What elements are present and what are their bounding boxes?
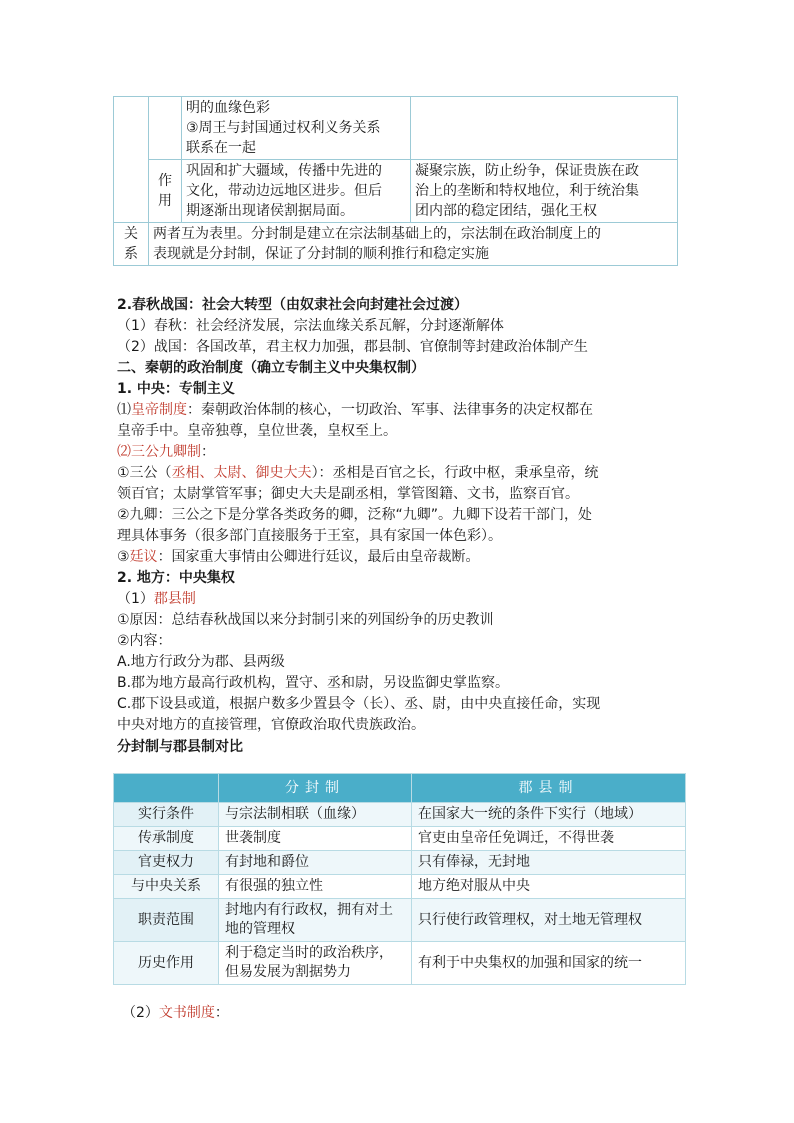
text: ①三公（	[117, 465, 172, 481]
table-cell: 与宗法制相联（血缘）	[219, 803, 412, 827]
paragraph: （1）春秋：社会经济发展，宗法血缘关系瓦解，分封逐渐解体	[117, 318, 504, 334]
row-label: 传承制度	[114, 827, 219, 851]
cell-line: ③周王与封国通过权利义务关系	[186, 120, 381, 136]
table-cell: 官吏由皇帝任免调迁，不得世袭	[412, 827, 686, 851]
cell-line: 文化，带动边远地区进步。但后	[186, 183, 382, 199]
subsection-heading: 2. 地方：中央集权	[117, 570, 235, 586]
table-cell	[411, 160, 678, 223]
paragraph: A.地方行政分为郡、县两级	[117, 654, 285, 670]
fenfeng-zongfa-table	[113, 96, 678, 266]
paragraph	[117, 442, 215, 463]
paragraph: ②内容：	[117, 633, 172, 649]
cell-line: 两者互为表里。分封制是建立在宗法制基础上的，宗法制在政治制度上的	[153, 226, 601, 242]
text: ：国家重大事情由公卿进行廷议，最后由皇帝裁断。	[157, 549, 480, 565]
key-term: 郡县制	[153, 591, 196, 607]
cell-line: 团内部的稳定团结，强化王权	[415, 203, 597, 219]
table-cell: 封地内有行政权，拥有对土地的管理权	[219, 899, 412, 942]
row-label: 实行条件	[114, 803, 219, 827]
table-caption: 分封制与郡县制对比	[117, 739, 243, 755]
table-cell: 有封地和爵位	[219, 851, 412, 875]
table-row	[114, 899, 686, 942]
cell-line: 治上的垄断和特权地位，利于统治集	[415, 183, 639, 199]
row-label: 职责范围	[114, 899, 219, 942]
table-cell: 只行使行政管理权，对土地无管理权	[412, 899, 686, 942]
item-prefix: ③	[117, 549, 130, 565]
paragraph: 皇帝手中。皇帝独尊，皇位世袭，皇权至上。	[117, 423, 397, 439]
column-header: 分封制	[219, 774, 412, 803]
label-char: 系	[124, 246, 138, 262]
table-cell: 有利于中央集权的加强和国家的统一	[412, 942, 686, 985]
key-term: 丞相、太尉、御史大夫	[171, 465, 312, 481]
cell-line: 明的血缘色彩	[186, 100, 270, 116]
row-label-zuoyong	[149, 160, 182, 223]
paragraph: ①原因：总结春秋战国以来分封制引来的列国纷争的历史教训	[117, 612, 494, 628]
table-cell: 有很强的独立性	[219, 875, 412, 899]
table-cell: 只有俸禄，无封地	[412, 851, 686, 875]
table-cell: 世袭制度	[219, 827, 412, 851]
cell-line: 巩固和扩大疆域，传播中先进的	[186, 163, 382, 179]
paragraph	[122, 1003, 229, 1024]
comparison-table	[113, 773, 686, 985]
paragraph	[117, 547, 480, 568]
item-prefix: （1）	[117, 591, 154, 607]
subsection-heading: 1. 中央：专制主义	[117, 381, 235, 397]
item-prefix: ⑴	[117, 402, 131, 418]
text: ：	[201, 444, 215, 460]
label-char: 关	[124, 226, 138, 242]
paragraph	[117, 400, 593, 421]
item-prefix: （2）	[122, 1005, 159, 1021]
table-row	[114, 827, 686, 851]
table-cell: 地方绝对服从中央	[412, 875, 686, 899]
cell-line: 凝聚宗族，防止纷争，保证贵族在政	[415, 163, 639, 179]
table-row	[114, 942, 686, 985]
key-term: 廷议	[129, 549, 158, 565]
key-term: 文书制度	[158, 1005, 215, 1021]
key-term: ⑵三公九卿制	[117, 444, 201, 460]
paragraph	[117, 463, 599, 484]
table-row	[114, 803, 686, 827]
label-char: 用	[158, 193, 172, 209]
table-row	[114, 875, 686, 899]
column-header: 郡县制	[412, 774, 686, 803]
table-cell: 在国家大一统的条件下实行（地域）	[412, 803, 686, 827]
paragraph: B.郡为地方最高行政机构，置守、丞和尉，另设监御史掌监察。	[117, 675, 510, 691]
paragraph: 理具体事务（很多部门直接服务于王室，具有家国一体色彩）。	[117, 528, 502, 544]
paragraph: 领百官；太尉掌管军事；御史大夫是副丞相，掌管图籍、文书，监察百官。	[117, 486, 579, 502]
text: ：秦朝政治体制的核心，一切政治、军事、法律事务的决定权都在	[187, 402, 593, 418]
text: ）：丞相是百官之长，行政中枢，秉承皇帝，统	[311, 465, 599, 481]
table-empty-cell	[149, 97, 182, 160]
paragraph: 中央对地方的直接管理，官僚政治取代贵族政治。	[117, 717, 425, 733]
paragraph	[117, 589, 196, 610]
paragraph: （2）战国：各国改革，君主权力加强，郡县制、官僚制等封建政治体制产生	[117, 339, 588, 355]
row-label: 与中央关系	[114, 875, 219, 899]
table-cell	[182, 160, 411, 223]
label-char: 作	[158, 173, 172, 189]
table-cell	[182, 97, 411, 160]
table-cell: 利于稳定当时的政治秩序，但易发展为割据势力	[219, 942, 412, 985]
text: ：	[214, 1005, 229, 1021]
paragraph: C.郡下设县或道，根据户数多少置县令（长）、丞、尉，由中央直接任命，实现	[117, 696, 601, 712]
paragraph: ②九卿：三公之下是分掌各类政务的卿，泛称“九卿”。九卿下设若干部门，处	[117, 507, 593, 523]
cell-line: 期逐渐出现诸侯割据局面。	[186, 203, 354, 219]
table-empty-cell	[411, 97, 678, 160]
row-label: 官吏权力	[114, 851, 219, 875]
table-cell	[149, 223, 678, 266]
section-heading: 2.春秋战国：社会大转型（由奴隶社会向封建社会过渡）	[117, 297, 469, 313]
row-label: 历史作用	[114, 942, 219, 985]
row-label-guanxi	[114, 223, 149, 266]
cell-line: 联系在一起	[186, 140, 256, 156]
cell-line: 表现就是分封制，保证了分封制的顺利推行和稳定实施	[153, 246, 489, 262]
column-header	[114, 774, 219, 803]
table-row	[114, 851, 686, 875]
key-term: 皇帝制度	[131, 402, 187, 418]
section-heading: 二、秦朝的政治制度（确立专制主义中央集权制）	[117, 360, 425, 376]
table-empty-cell	[114, 97, 149, 223]
